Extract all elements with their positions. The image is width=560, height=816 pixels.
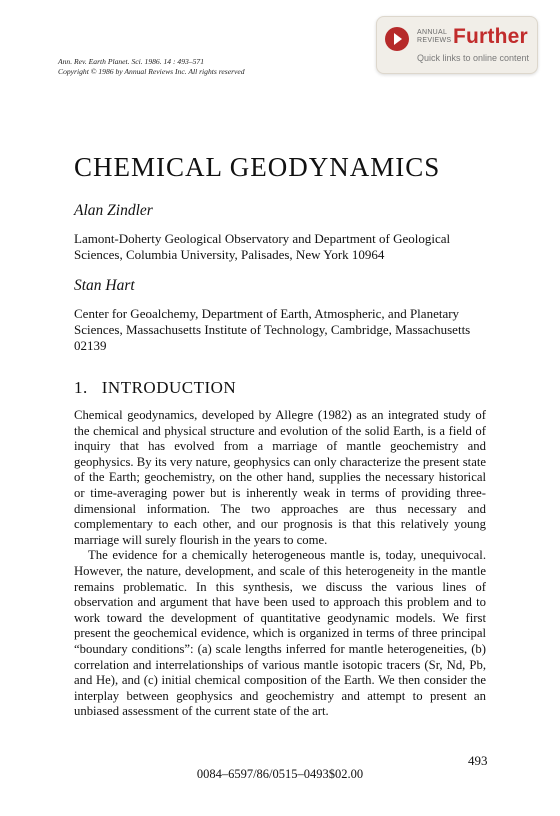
citation-line: Ann. Rev. Earth Planet. Sci. 1986. 14 : 493–571 — [58, 57, 205, 66]
play-icon — [385, 27, 409, 51]
page-number: 493 — [468, 753, 488, 768]
annual-reviews-label: ANNUAL REVIEWS — [417, 29, 452, 44]
author-name: Stan Hart — [74, 277, 135, 294]
citation-block — [58, 57, 245, 77]
section-title: INTRODUCTION — [101, 378, 237, 397]
section-heading — [74, 378, 236, 398]
author-affiliation: Center for Geoalchemy, Department of Earth, Atmospheric, and Planetary Sciences, Massachusetts Institute of Technology, Cambridge, Massachusetts 02139 — [74, 306, 471, 353]
author-affiliation: Lamont-Doherty Geological Observatory and Department of Geological Sciences, Columbia University, Palisades, New York 10964 — [74, 231, 451, 262]
paragraph: Chemical geodynamics, developed by Allegre (1982) as an integrated study of the chemical and physical structure and evolution of the solid Earth, is a field of inquiry that has evolved from a marriage of mantle geochemistry and geophysics. By its very nature, geophysics can only characterize the present state of the Earth; geochemistry, on the other hand, supplies the necessary historical or time-averaging power but is inherently weak in terms of providing three-dimensional information. The two approaches are thus necessary and complementary to each other, and our prognosis is that this relatively young marriage will surely flourish in the years to come. — [74, 408, 486, 547]
paragraph: The evidence for a chemically heterogeneous mantle is, today, unequivocal. However, the nature, development, and scale of this heterogeneity in the mantle remains problematic. In this synthesis, we discuss the various lines of observation and argument that have been used to approach this problem and to work toward the development of quantitative geodynamic models. We first present the geochemical evidence, which is organized in terms of three principal “boundary conditions”: (a) scale lengths inferred for mantle heterogeneities, (b) correlation and interrelationships of various mantle isotopic tracers (Sr, Nd, Pb, and He), and (c) initial chemical composition of the Earth. We then consider the interplay between geophysics and geochemistry and attempt to present an unbiased assessment of the current state of the art. — [74, 548, 486, 719]
further-label: Further — [453, 25, 528, 48]
copyright-line: Copyright © 1986 by Annual Reviews Inc. All rights reserved — [58, 67, 245, 76]
annual-reviews-further-badge[interactable] — [376, 16, 538, 74]
article-title: CHEMICAL GEODYNAMICS — [74, 152, 441, 182]
footer-code: 0084–6597/86/0515–0493$02.00 — [196, 767, 364, 781]
section-number: 1. — [74, 378, 88, 397]
badge-subtitle: Quick links to online content — [417, 53, 530, 63]
author-name: Alan Zindler — [74, 202, 153, 219]
body-text — [74, 408, 486, 720]
